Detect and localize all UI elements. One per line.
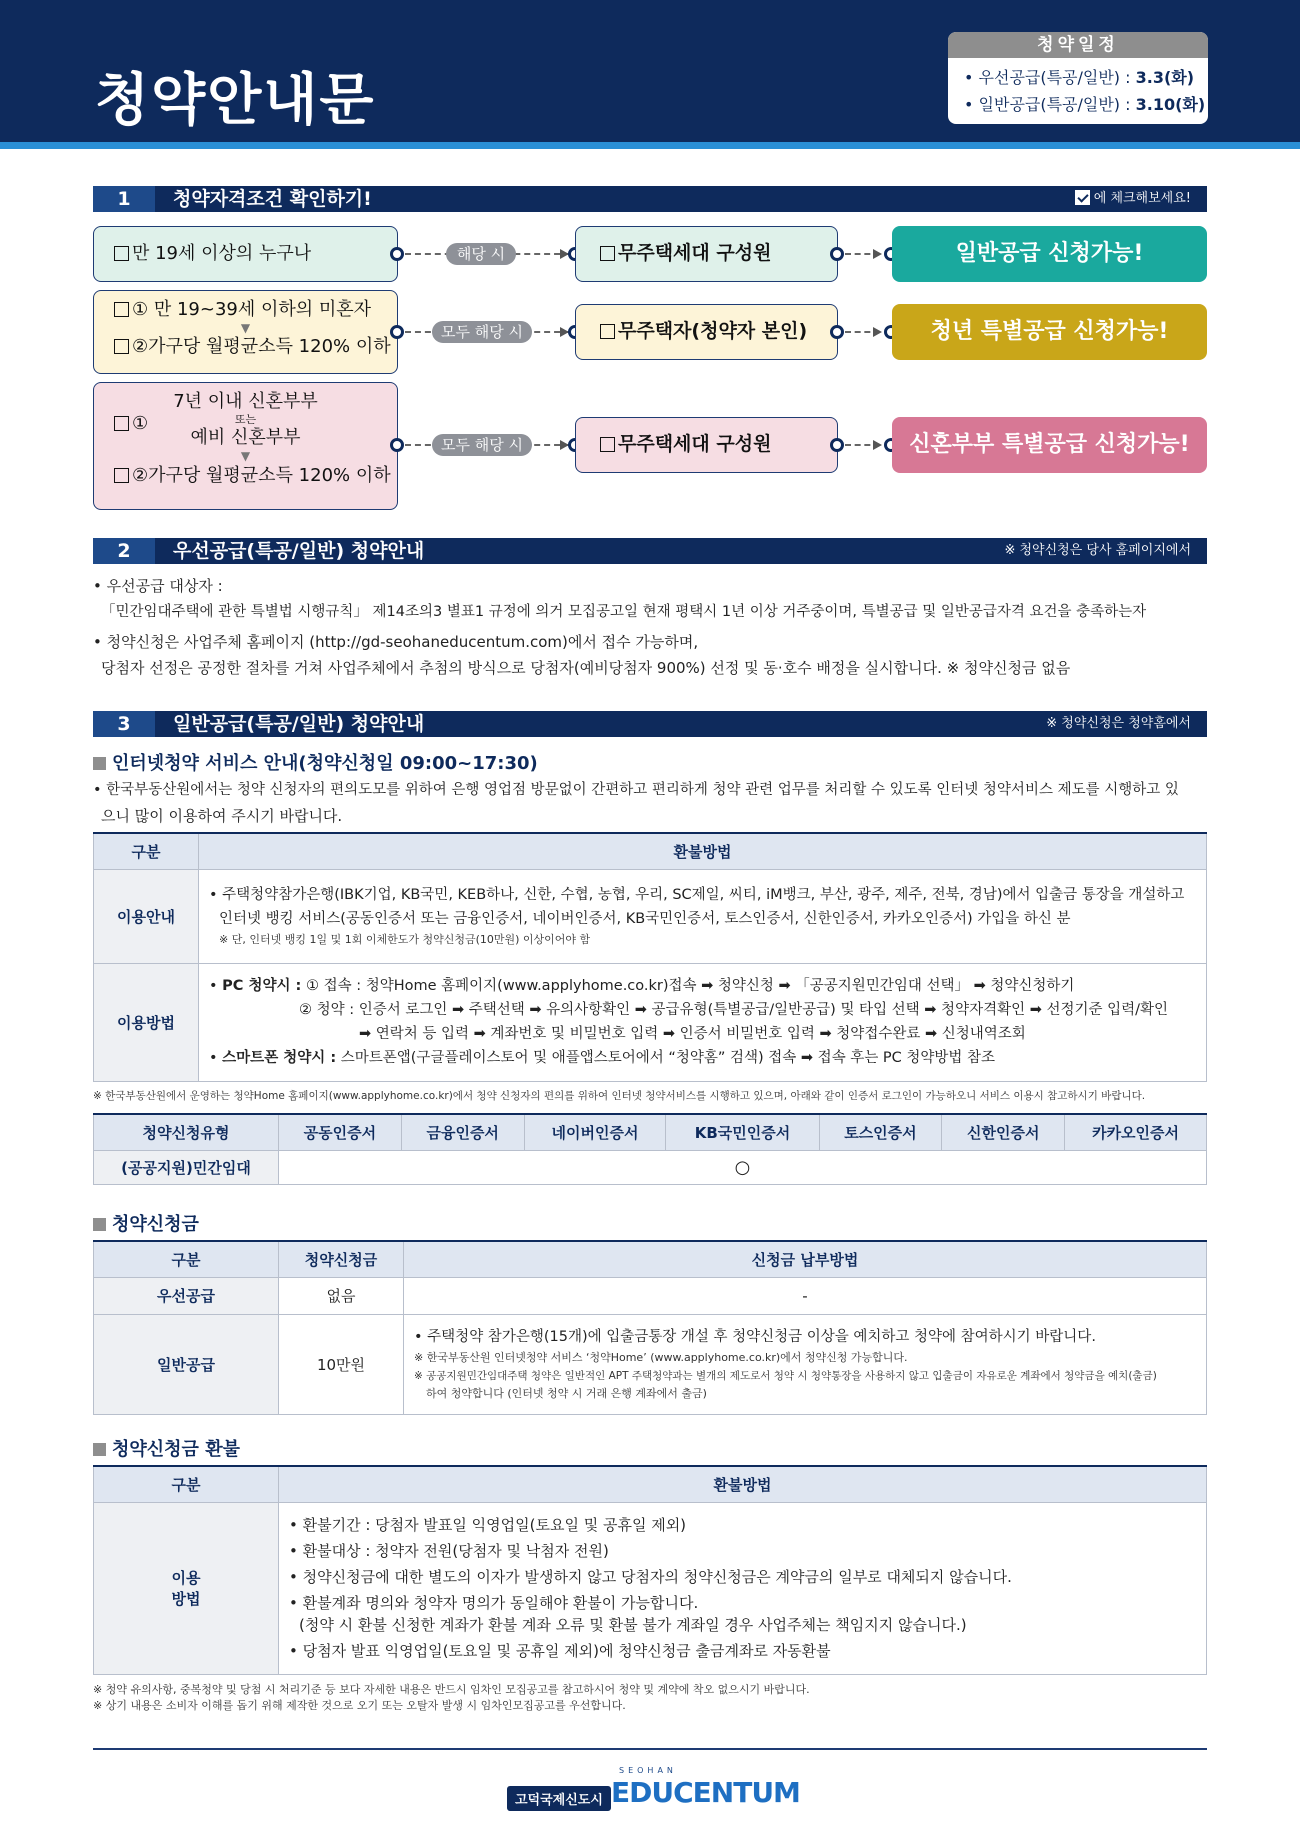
down-arrow-icon: ▼ (240, 321, 251, 335)
brand-logo: 고덕국제신도시 SEOHAN EDUCENTUM (507, 1766, 797, 1816)
subsection-title: 청약신청금 환불 (93, 1435, 240, 1461)
checkbox[interactable] (114, 246, 129, 261)
connector-dot (830, 247, 844, 261)
result-box: 일반공급 신청가능! (892, 226, 1207, 282)
column-header: 토스인증서 (819, 1114, 942, 1150)
section-1-bar (93, 186, 1207, 212)
down-arrow-icon: ▼ (240, 449, 251, 463)
section-title: 일반공급(특공/일반) 청약안내 (173, 713, 425, 735)
intro-text: • 한국부동산원에서는 청약 신청자의 편의도모를 위하여 은행 영업점 방문없이 간편하고 편리하게 청약 관련 업무를 처리할 수 있도록 인터넷 청약서비스 제도를 시행하고 있 으니 많이 이용하여 주시기 바랍니다. (93, 782, 1179, 825)
section-2-bar (93, 538, 1207, 564)
checkbox-icon (1075, 190, 1090, 205)
column-header: 청약신청유형 (94, 1114, 279, 1150)
internet-service-table: 구분 환불방법 이용안내 • 주택청약참가은행(IBK기업, KB국민, KEB하나, 신한, 수협, 농협, 우리, SC제일, 씨티, iM뱅크, 부산, 광주, 제주, 전북, 경남)에서 입출금 통장을 개설하고 인터넷 뱅킹 서비스(공동인증서 또는 금융인증서, 네이버인증서, KB국민인증서, 토스인증서, 신한인증서, 카카오인증서) 가입을 하신 분 ※ 단, 인터넷 뱅킹 1일 및 1회 이체한도가 청약신청금(10만원) 이상이어야 함 이용방법 • PC 청약시 : ① 접속 : 청약Home 홈페이지(www.applyhome.co.kr)접속 ➡ 청약신청 ➡ 「공공지원민간임대 선택」 ➡ 청약신청하기 ② 청약 : 인증서 로그인 ➡ 주택선택 ➡ 유의사항확인 ➡ 공급유형(특별공급/일반공급) 및 타입 선택 ➡ 청약자격확인 ➡ 선정기준 입력/확인 ➡ 연락처 등 입력 ➡ 계좌번호 및 비밀번호 입력 ➡ 인증서 비밀번호 입력 ➡ 청약접수완료 ➡ 신청내역조회 • 스마트폰 청약시 : 스마트폰앱(구글플레이스토어 및 애플앱스토어에서 “청약홈” 검색) 접속 ➡ 접속 후는 PC 청약방법 참조 (93, 832, 1207, 1082)
condition-text: 예비 신혼부부 (190, 427, 301, 448)
row-label: 이용안내 (94, 869, 199, 963)
requirement-box: 무주택세대 구성원 (575, 417, 838, 473)
row-label: 우선공급 (94, 1277, 279, 1314)
checkbox[interactable] (114, 416, 129, 431)
arrow-icon (873, 327, 882, 337)
condition-text: 7년 이내 신혼부부 (173, 391, 318, 412)
section-title: 우선공급(특공/일반) 청약안내 (173, 540, 425, 562)
checkbox[interactable] (114, 339, 129, 354)
schedule-title: 청약일정 (948, 32, 1208, 58)
column-header: 네이버인증서 (524, 1114, 666, 1150)
section-note: 에 체크해보세요! (1075, 186, 1191, 212)
subsection-title: 인터넷청약 서비스 안내(청약신청일 09:00~17:30) (93, 749, 538, 775)
checkbox[interactable] (600, 246, 615, 261)
requirement-box: 무주택세대 구성원 (575, 226, 838, 282)
result-box: 청년 특별공급 신청가능! (892, 304, 1207, 360)
refund-table: 구분 환불방법 이용 방법 • 환불기간 : 당첨자 발표일 익영업일(토요일 및 공휴일 제외) • 환불대상 : 청약자 전원(당첨자 및 낙첨자 전원) • 청약신청금에 대한 별도의 이자가 발생하지 않고 당첨자의 청약신청금은 계약금의 일부로 대체되지 않습니다. • 환불계좌 명의와 청약자 명의가 동일해야 환불이 가능합니다. (청약 시 환불 신청한 계좌가 환불 계좌 오류 및 환불 불가 계좌일 경우 사업주체는 책임지지 않습니다.) • 당첨자 발표 익영업일(토요일 및 공휴일 제외)에 청약신청금 출금계좌로 자동환불 (93, 1465, 1207, 1675)
condition-box: ① 만 19~39세 이하의 미혼자 ▼ ②가구당 월평균소득 120% 이하 (93, 290, 398, 374)
arrow-icon (873, 249, 882, 259)
condition-box: 만 19세 이상의 누구나 (93, 226, 398, 282)
deposit-table: 구분 청약신청금 신청금 납부방법 우선공급 없음 - 일반공급 10만원 • 주택청약 참가은행(15개)에 입출금통장 개설 후 청약신청금 이상을 예치하고 청약에 참여하시기 바랍니다. ※ 한국부동산원 인터넷청약 서비스 ‘청약Home’ (www.applyhome.co.kr)에서 청약신청 가능합니다. ※ 공공지원민간임대주택 청약은 일반적인 APT 주택청약과는 별개의 제도로서 청약 시 청약통장을 사용하지 않고 입출금이 자유로운 계좌에서 청약금을 예치(출금) 하여 청약합니다 (인터넷 청약 시 거래 은행 계좌에서 출금) (93, 1240, 1207, 1415)
subsection-title: 청약신청금 (93, 1210, 199, 1236)
column-header: KB국민인증서 (666, 1114, 819, 1150)
page-title: 청약안내문 (95, 68, 376, 133)
header-accent-line (0, 142, 1300, 149)
arrow-icon (873, 440, 882, 450)
connector-dot (390, 247, 404, 261)
cell-value: 10만원 (279, 1314, 404, 1414)
checkbox[interactable] (600, 324, 615, 339)
requirement-box: 무주택자(청약자 본인) (575, 304, 838, 360)
condition-pill: 모두 해당 시 (432, 321, 532, 343)
cell-value: - (404, 1277, 1207, 1314)
section-number: 2 (93, 538, 155, 564)
checkbox[interactable] (114, 468, 129, 483)
section-note: ※ 청약신청은 청약홈에서 (1046, 716, 1191, 731)
column-header: 공동인증서 (279, 1114, 402, 1150)
section-number: 3 (93, 711, 155, 737)
checkbox[interactable] (600, 437, 615, 452)
certificate-table (93, 1113, 1207, 1185)
column-header: 카카오인증서 (1065, 1114, 1207, 1150)
schedule-item: • 일반공급(특공/일반) : 3.10(화) (964, 95, 1206, 114)
footer-divider (93, 1748, 1207, 1750)
availability-mark: ○ (279, 1150, 1207, 1184)
cell-value: 없음 (279, 1277, 404, 1314)
connector-dot (830, 325, 844, 339)
notice-text: ※ 한국부동산원에서 운영하는 청약Home 홈페이지(www.applyhome.co.kr)에서 청약 신청자의 편의를 위하여 인터넷 청약서비스를 시행하고 있으며, 아래와 같이 인증서 로그인이 가능하오니 서비스 이용시 참고하시기 바랍니다. (93, 1090, 1146, 1102)
connector-dot (390, 438, 404, 452)
section-number: 1 (93, 186, 155, 212)
column-header: 신한인증서 (942, 1114, 1065, 1150)
schedule-box (948, 32, 1208, 124)
section-2-body: • 우선공급 대상자 : 「민간임대주택에 관한 특별법 시행규칙」 제14조의3 별표1 규정에 의거 모집공고일 현재 평택시 1년 이상 거주중이며, 특별공급 및 일반공급자격 요건을 충족하는자 • 청약신청은 사업주체 홈페이지 (http://gd-seohaneducentum.com)에서 접수 가능하며, 당첨자 선정은 공정한 절차를 거쳐 사업주체에서 추첨의 방식으로 당첨자(예비당첨자 900%) 선정 및 동·호수 배정을 실시합니다. ※ 청약신청금 없음 (93, 577, 1147, 677)
result-box: 신혼부부 특별공급 신청가능! (892, 417, 1207, 473)
condition-pill: 해당 시 (446, 243, 516, 265)
connector-dot (390, 325, 404, 339)
row-label: 일반공급 (94, 1314, 279, 1414)
section-title: 청약자격조건 확인하기! (173, 188, 372, 210)
connector-dot (830, 438, 844, 452)
condition-pill: 모두 해당 시 (432, 434, 532, 456)
section-3-bar (93, 711, 1207, 737)
row-label: 이용방법 (94, 963, 199, 1081)
column-header: 금융인증서 (401, 1114, 524, 1150)
section-note: ※ 청약신청은 당사 홈페이지에서 (1004, 543, 1191, 558)
row-label: (공공지원)민간임대 (94, 1150, 279, 1184)
condition-text: 또는 (234, 413, 257, 426)
schedule-item: • 우선공급(특공/일반) : 3.3(화) (964, 68, 1195, 87)
condition-box: ① 7년 이내 신혼부부 또는 예비 신혼부부 ▼ ②가구당 월평균소득 120% 이하 (93, 382, 398, 510)
footnote: ※ 청약 유의사항, 중복청약 및 당첨 시 처리기준 등 보다 자세한 내용은 반드시 임차인 모집공고를 참고하시어 청약 및 계약에 착오 없으시기 바랍니다. ※ 상기 내용은 소비자 이해를 돕기 위해 제작한 것으로 오기 또는 오탈자 발생 시 임차인모집공고를 우선합니다. (93, 1683, 810, 1712)
checkbox[interactable] (114, 302, 129, 317)
